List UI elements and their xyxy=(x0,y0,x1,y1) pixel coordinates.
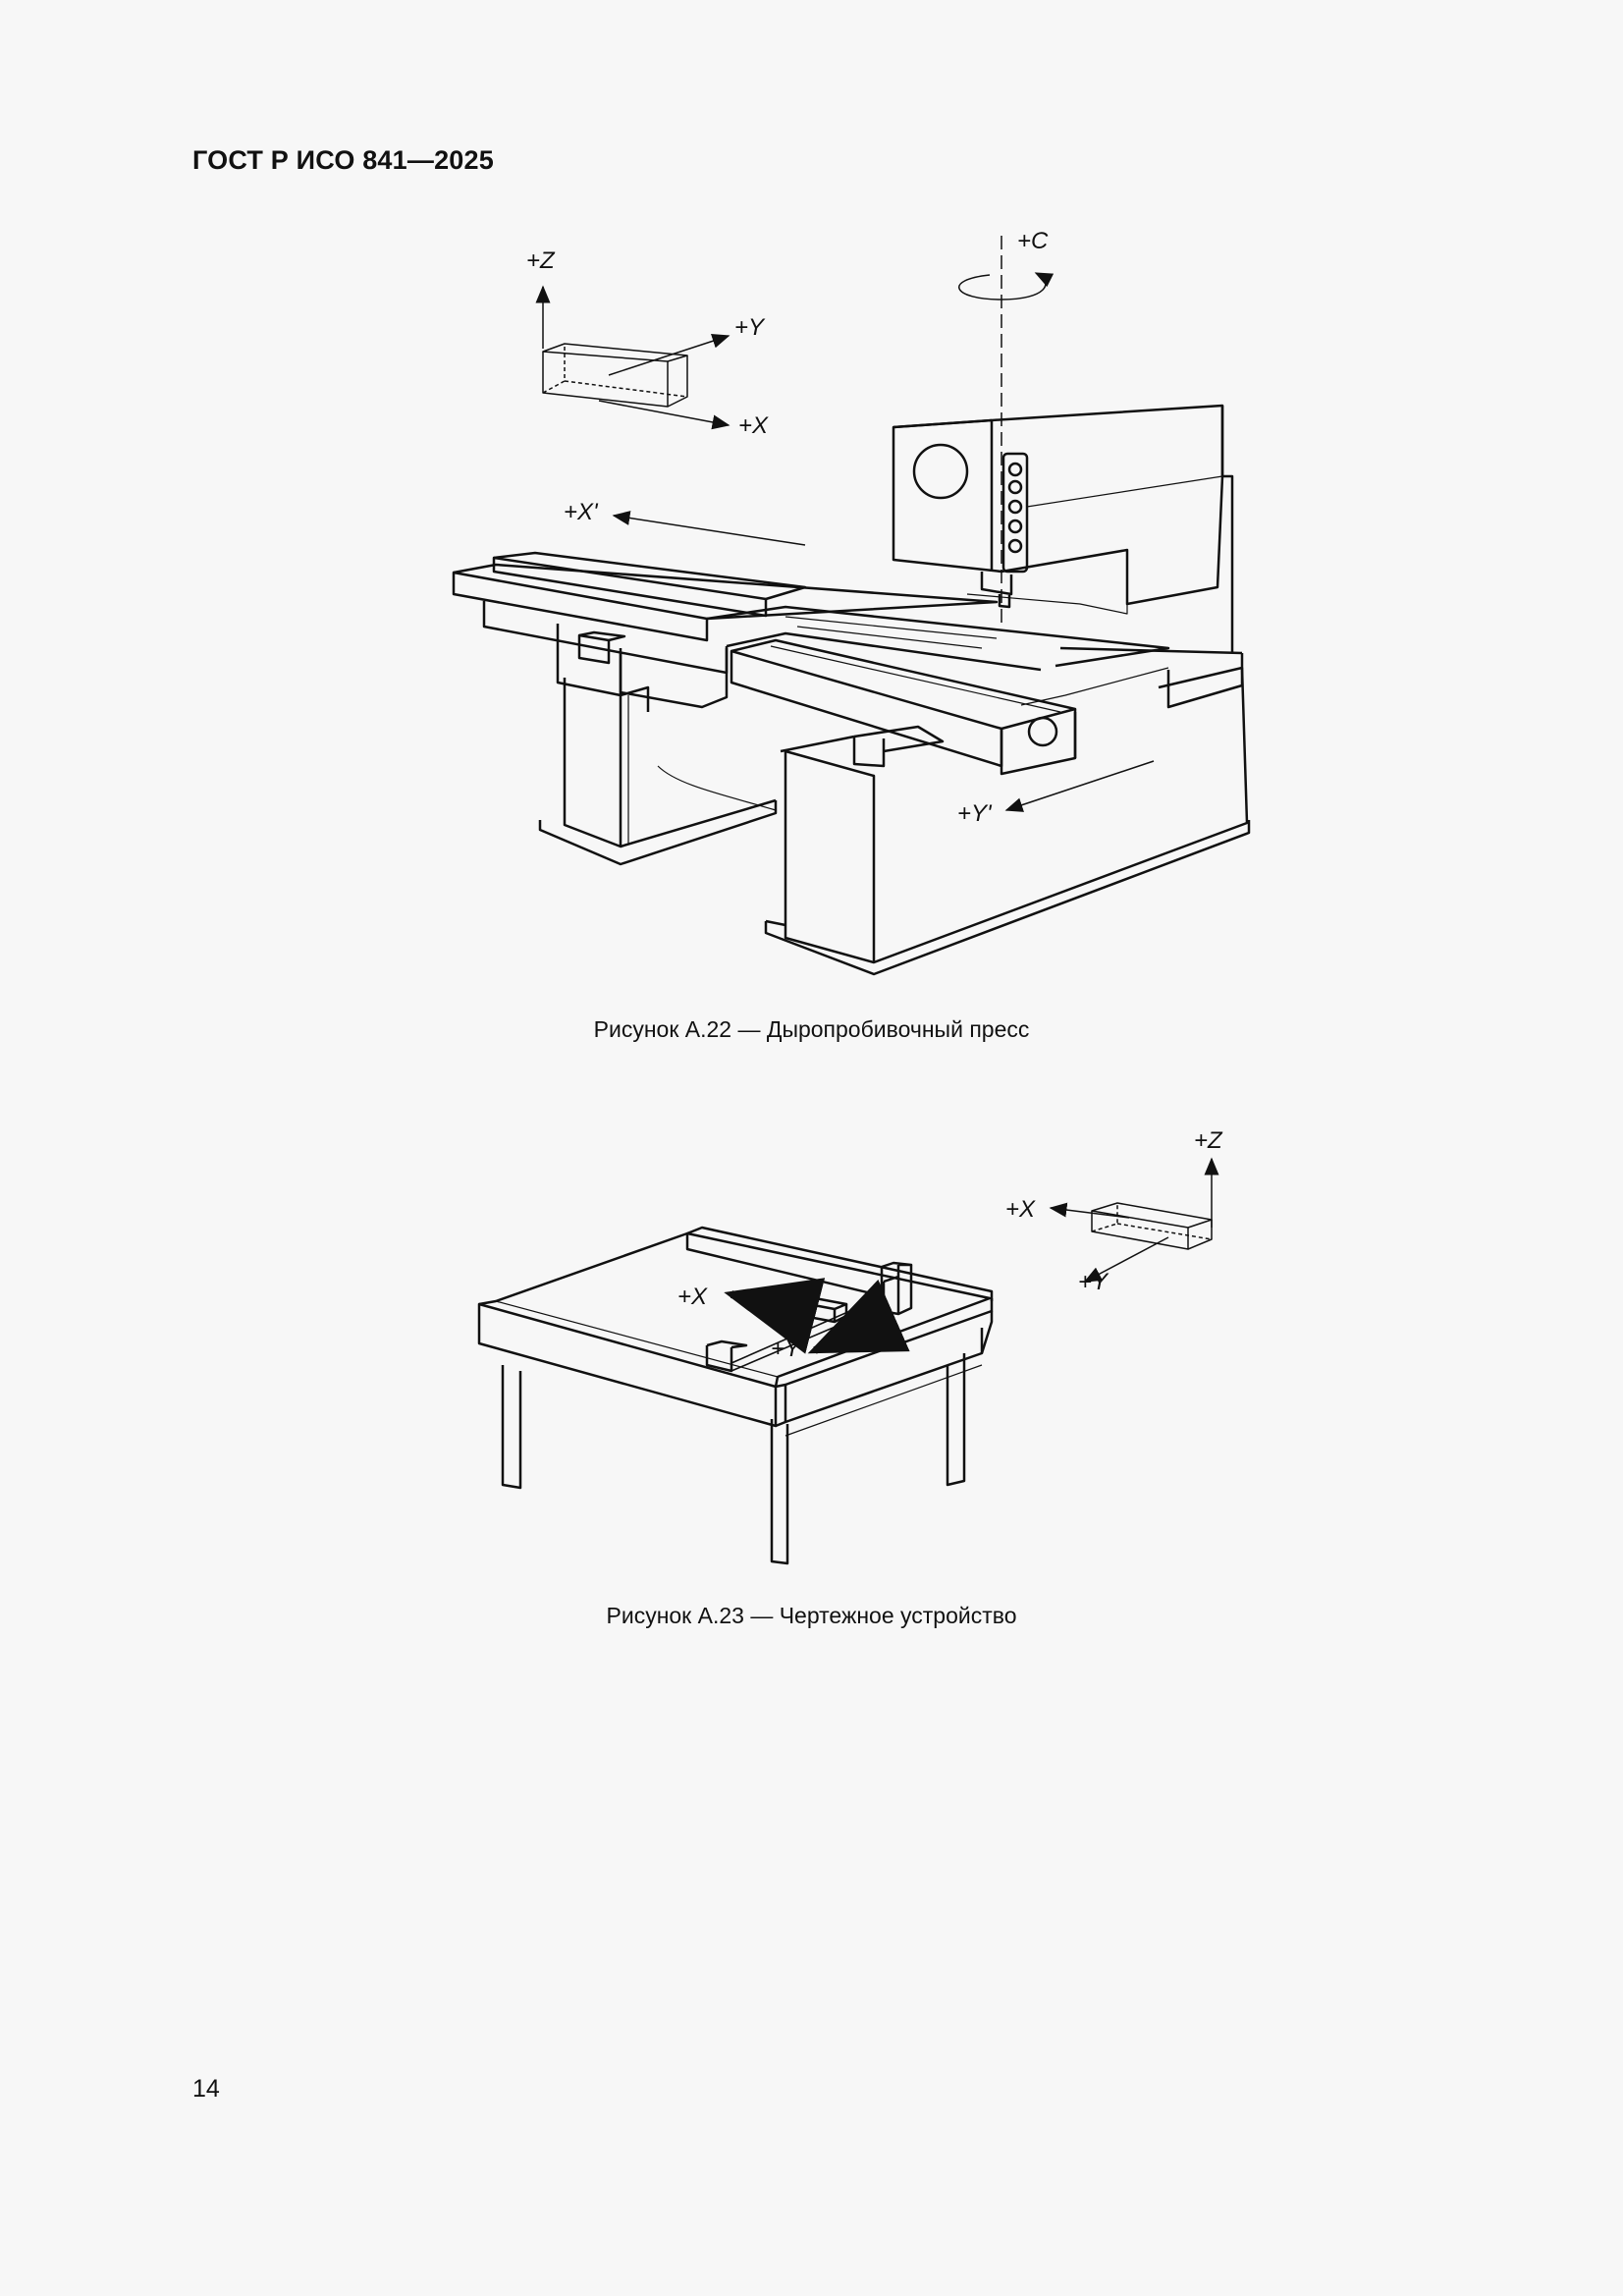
x-prime-arrow xyxy=(614,516,805,545)
label-z: +Z xyxy=(1194,1127,1222,1154)
label-c: +C xyxy=(1017,228,1049,254)
plotter-table xyxy=(479,1233,992,1563)
figure-caption-a22: Рисунок А.22 — Дыропробивочный пресс xyxy=(593,1016,1030,1042)
document-header: ГОСТ Р ИСО 841—2025 xyxy=(192,145,494,175)
label-y: +Y xyxy=(734,314,765,341)
figure-caption-a23: Рисунок А.23 — Чертежное устройство xyxy=(606,1603,1017,1628)
label-y-axis: +Y xyxy=(1078,1269,1109,1295)
press-frame xyxy=(893,406,1232,653)
label-z: +Z xyxy=(526,247,555,274)
figure-punch-press xyxy=(0,216,1623,982)
label-x-prime: +X' xyxy=(564,499,598,525)
punch-press-drawing xyxy=(0,216,1623,982)
axis-reference-box xyxy=(1051,1159,1212,1282)
press-base xyxy=(766,648,1249,974)
label-y-prime: +Y' xyxy=(957,800,992,827)
label-x: +X xyxy=(738,412,769,439)
x-motion-arrow xyxy=(731,1294,800,1312)
far-rail xyxy=(687,1228,992,1301)
label-x-axis: +X xyxy=(1005,1196,1036,1223)
left-support xyxy=(540,678,776,864)
figure-plotter xyxy=(0,1120,1623,1591)
label-y-arrow: +Y xyxy=(771,1336,801,1362)
axis-reference-box xyxy=(543,287,729,425)
x-table xyxy=(454,553,1168,707)
plotter-drawing xyxy=(0,1120,1623,1591)
page-number: 14 xyxy=(192,2075,220,2103)
c-axis xyxy=(959,236,1046,629)
label-x-arrow: +X xyxy=(677,1284,708,1310)
